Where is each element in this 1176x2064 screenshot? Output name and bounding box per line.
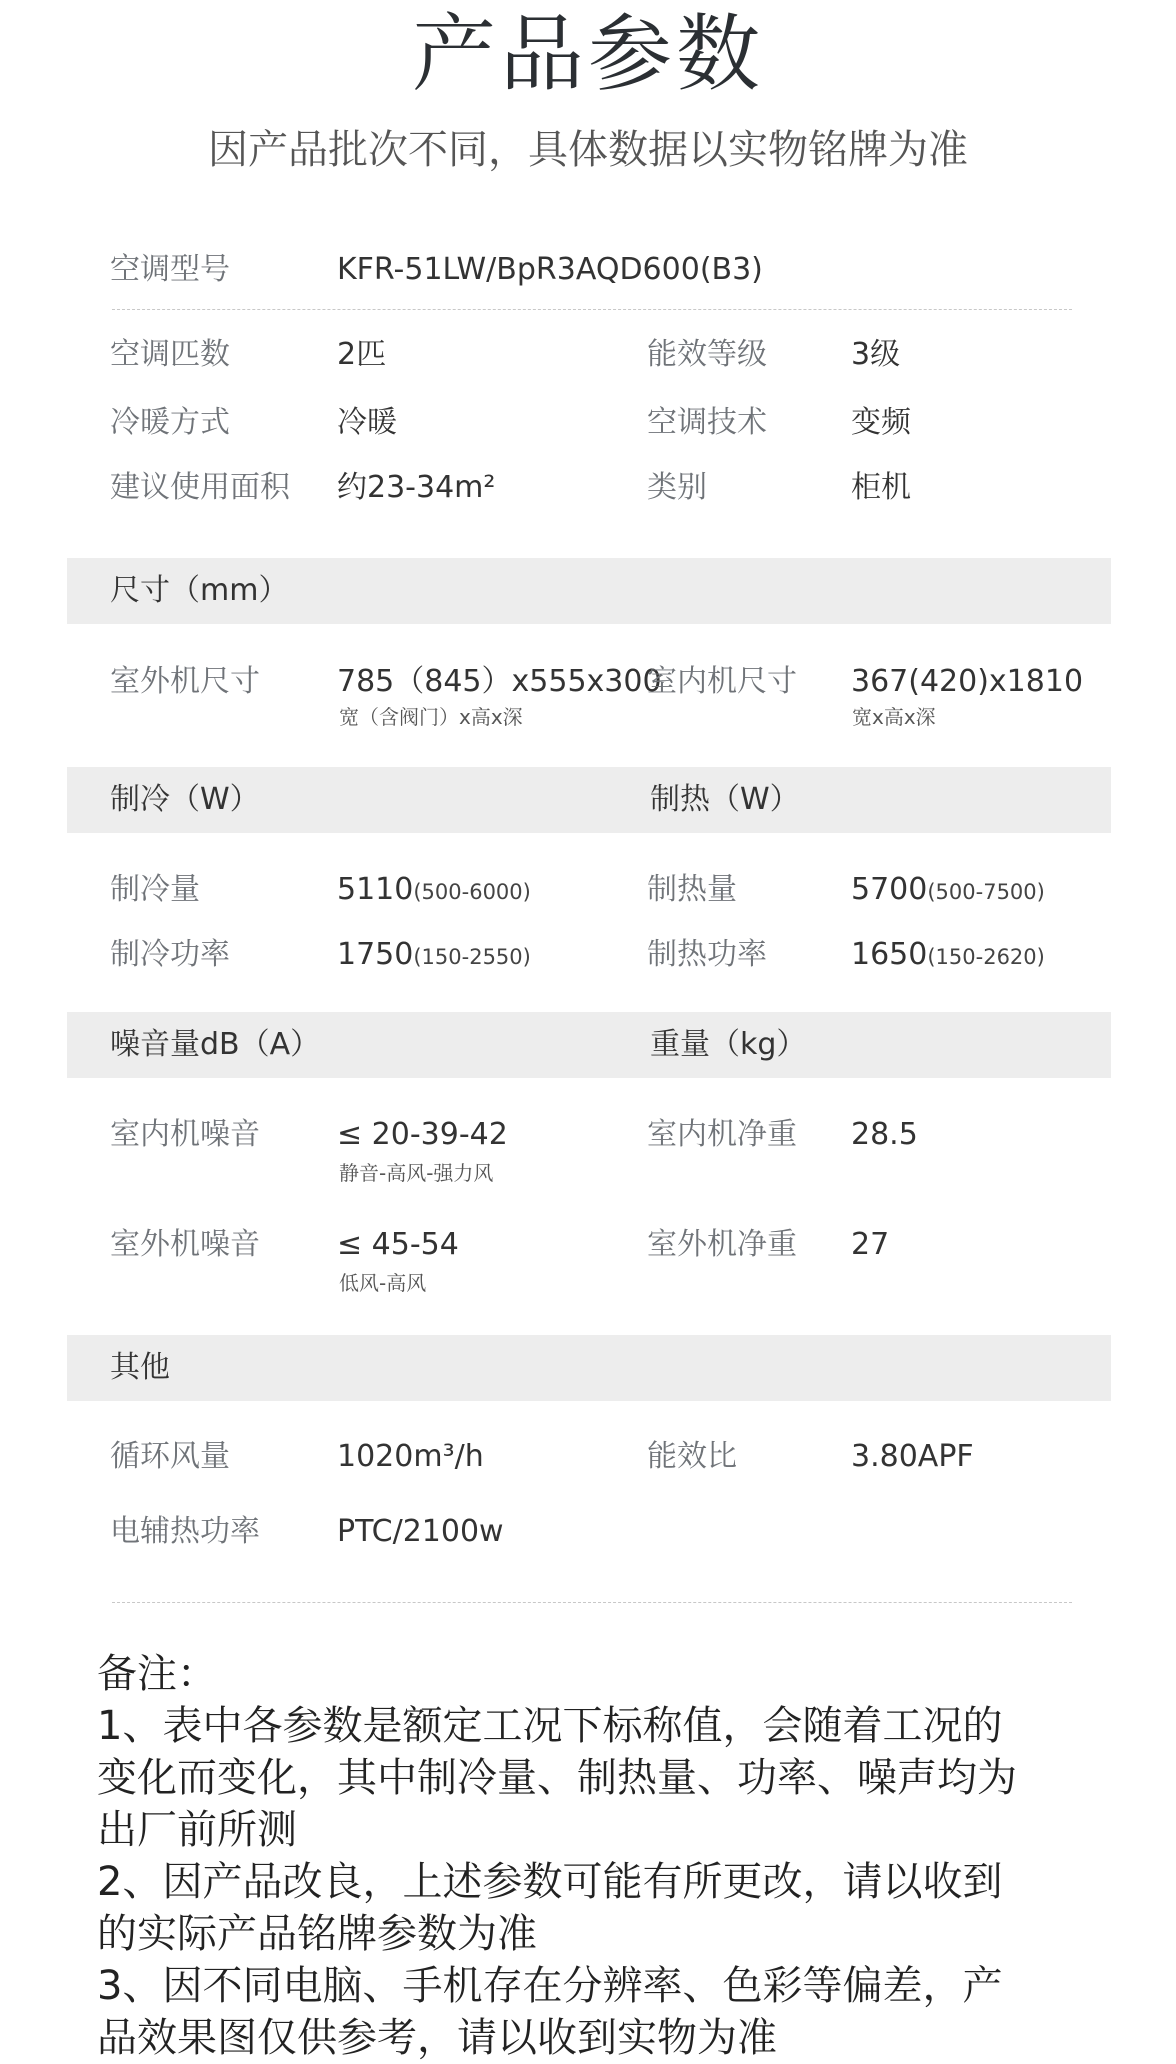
energy-grade-value: 3级 [851, 337, 901, 372]
heating-power-label: 制热功率 [647, 937, 767, 972]
airflow-label: 循环风量 [110, 1439, 230, 1474]
cooling-power-number: 1750 [337, 937, 414, 972]
cooling-heating-section-header [67, 767, 1111, 833]
heating-power-value [851, 935, 1045, 977]
heater-value: PTC/2100w [337, 1514, 504, 1549]
notes-line: 品效果图仅供参考，请以收到实物为准 [97, 2015, 777, 2061]
heating-capacity-range: (500-7500) [927, 880, 1045, 904]
hp-value: 2匹 [337, 337, 387, 372]
airflow-value: 1020m³/h [337, 1439, 484, 1474]
cooling-power-value [337, 935, 531, 977]
notes-line: 出厂前所测 [97, 1807, 297, 1853]
other-header-label: 其他 [110, 1350, 170, 1385]
cooling-capacity-number: 5110 [337, 872, 414, 907]
outdoor-size-value: 785（845）x555x300 [337, 664, 662, 699]
size-section-header [67, 558, 1111, 624]
heating-power-number: 1650 [851, 937, 928, 972]
mode-value: 冷暖 [337, 405, 397, 440]
outdoor-weight-label: 室外机净重 [647, 1227, 797, 1262]
model-label: 空调型号 [110, 252, 230, 287]
indoor-noise-value: ≤ 20-39-42 [337, 1117, 508, 1152]
cooling-power-label: 制冷功率 [110, 937, 230, 972]
indoor-size-value: 367(420)x1810 [851, 664, 1084, 699]
notes-line: 的实际产品铭牌参数为准 [97, 1911, 537, 1957]
area-value: 约23-34m² [337, 470, 496, 505]
notes-line: 3、因不同电脑、手机存在分辨率、色彩等偏差，产 [97, 1963, 1003, 2009]
indoor-noise-label: 室内机噪音 [110, 1117, 260, 1152]
notes-line: 变化而变化，其中制冷量、制热量、功率、噪声均为 [97, 1755, 1017, 1801]
eer-value: 3.80APF [851, 1439, 974, 1474]
divider [112, 309, 1072, 310]
outdoor-noise-note: 低风-高风 [339, 1271, 427, 1295]
page-subtitle: 因产品批次不同，具体数据以实物铭牌为准 [208, 127, 968, 173]
notes-heading: 备注： [97, 1651, 217, 1697]
noise-weight-section-header [67, 1012, 1111, 1078]
other-section-header [67, 1335, 1111, 1401]
indoor-size-note: 宽x高x深 [852, 705, 936, 729]
heating-capacity-number: 5700 [851, 872, 928, 907]
category-label: 类别 [647, 470, 707, 505]
cooling-header-label: 制冷（W） [110, 782, 260, 817]
divider [112, 1602, 1072, 1603]
outdoor-size-label: 室外机尺寸 [110, 664, 260, 699]
model-value: KFR-51LW/BpR3AQD600(B3) [337, 252, 763, 287]
cooling-power-range: (150-2550) [413, 945, 531, 969]
outdoor-size-note: 宽（含阀门）x高x深 [339, 705, 523, 729]
heating-header-label: 制热（W） [650, 782, 800, 817]
heating-power-range: (150-2620) [927, 945, 1045, 969]
tech-value: 变频 [851, 405, 911, 440]
heating-capacity-label: 制热量 [647, 872, 737, 907]
outdoor-noise-label: 室外机噪音 [110, 1227, 260, 1262]
noise-header-label: 噪音量dB（A） [110, 1027, 321, 1062]
outdoor-noise-value: ≤ 45-54 [337, 1227, 459, 1262]
outdoor-weight-value: 27 [851, 1227, 890, 1262]
indoor-weight-value: 28.5 [851, 1117, 918, 1152]
mode-label: 冷暖方式 [110, 405, 230, 440]
category-value: 柜机 [851, 470, 911, 505]
notes-line: 1、表中各参数是额定工况下标称值，会随着工况的 [97, 1703, 1003, 1749]
hp-label: 空调匹数 [110, 337, 230, 372]
weight-header-label: 重量（kg） [650, 1027, 807, 1062]
indoor-size-label: 室内机尺寸 [647, 664, 797, 699]
cooling-capacity-value [337, 870, 531, 912]
heater-label: 电辅热功率 [110, 1514, 260, 1549]
size-header-label: 尺寸（mm） [110, 573, 289, 608]
area-label: 建议使用面积 [110, 470, 290, 505]
indoor-noise-note: 静音-高风-强力风 [339, 1161, 494, 1185]
cooling-capacity-range: (500-6000) [413, 880, 531, 904]
heating-capacity-value [851, 870, 1045, 912]
notes-section [97, 1648, 1097, 2064]
cooling-capacity-label: 制冷量 [110, 872, 200, 907]
tech-label: 空调技术 [647, 405, 767, 440]
page-title: 产品参数 [411, 5, 764, 103]
eer-label: 能效比 [647, 1439, 737, 1474]
indoor-weight-label: 室内机净重 [647, 1117, 797, 1152]
notes-line: 2、因产品改良，上述参数可能有所更改，请以收到 [97, 1859, 1003, 1905]
energy-grade-label: 能效等级 [647, 337, 767, 372]
